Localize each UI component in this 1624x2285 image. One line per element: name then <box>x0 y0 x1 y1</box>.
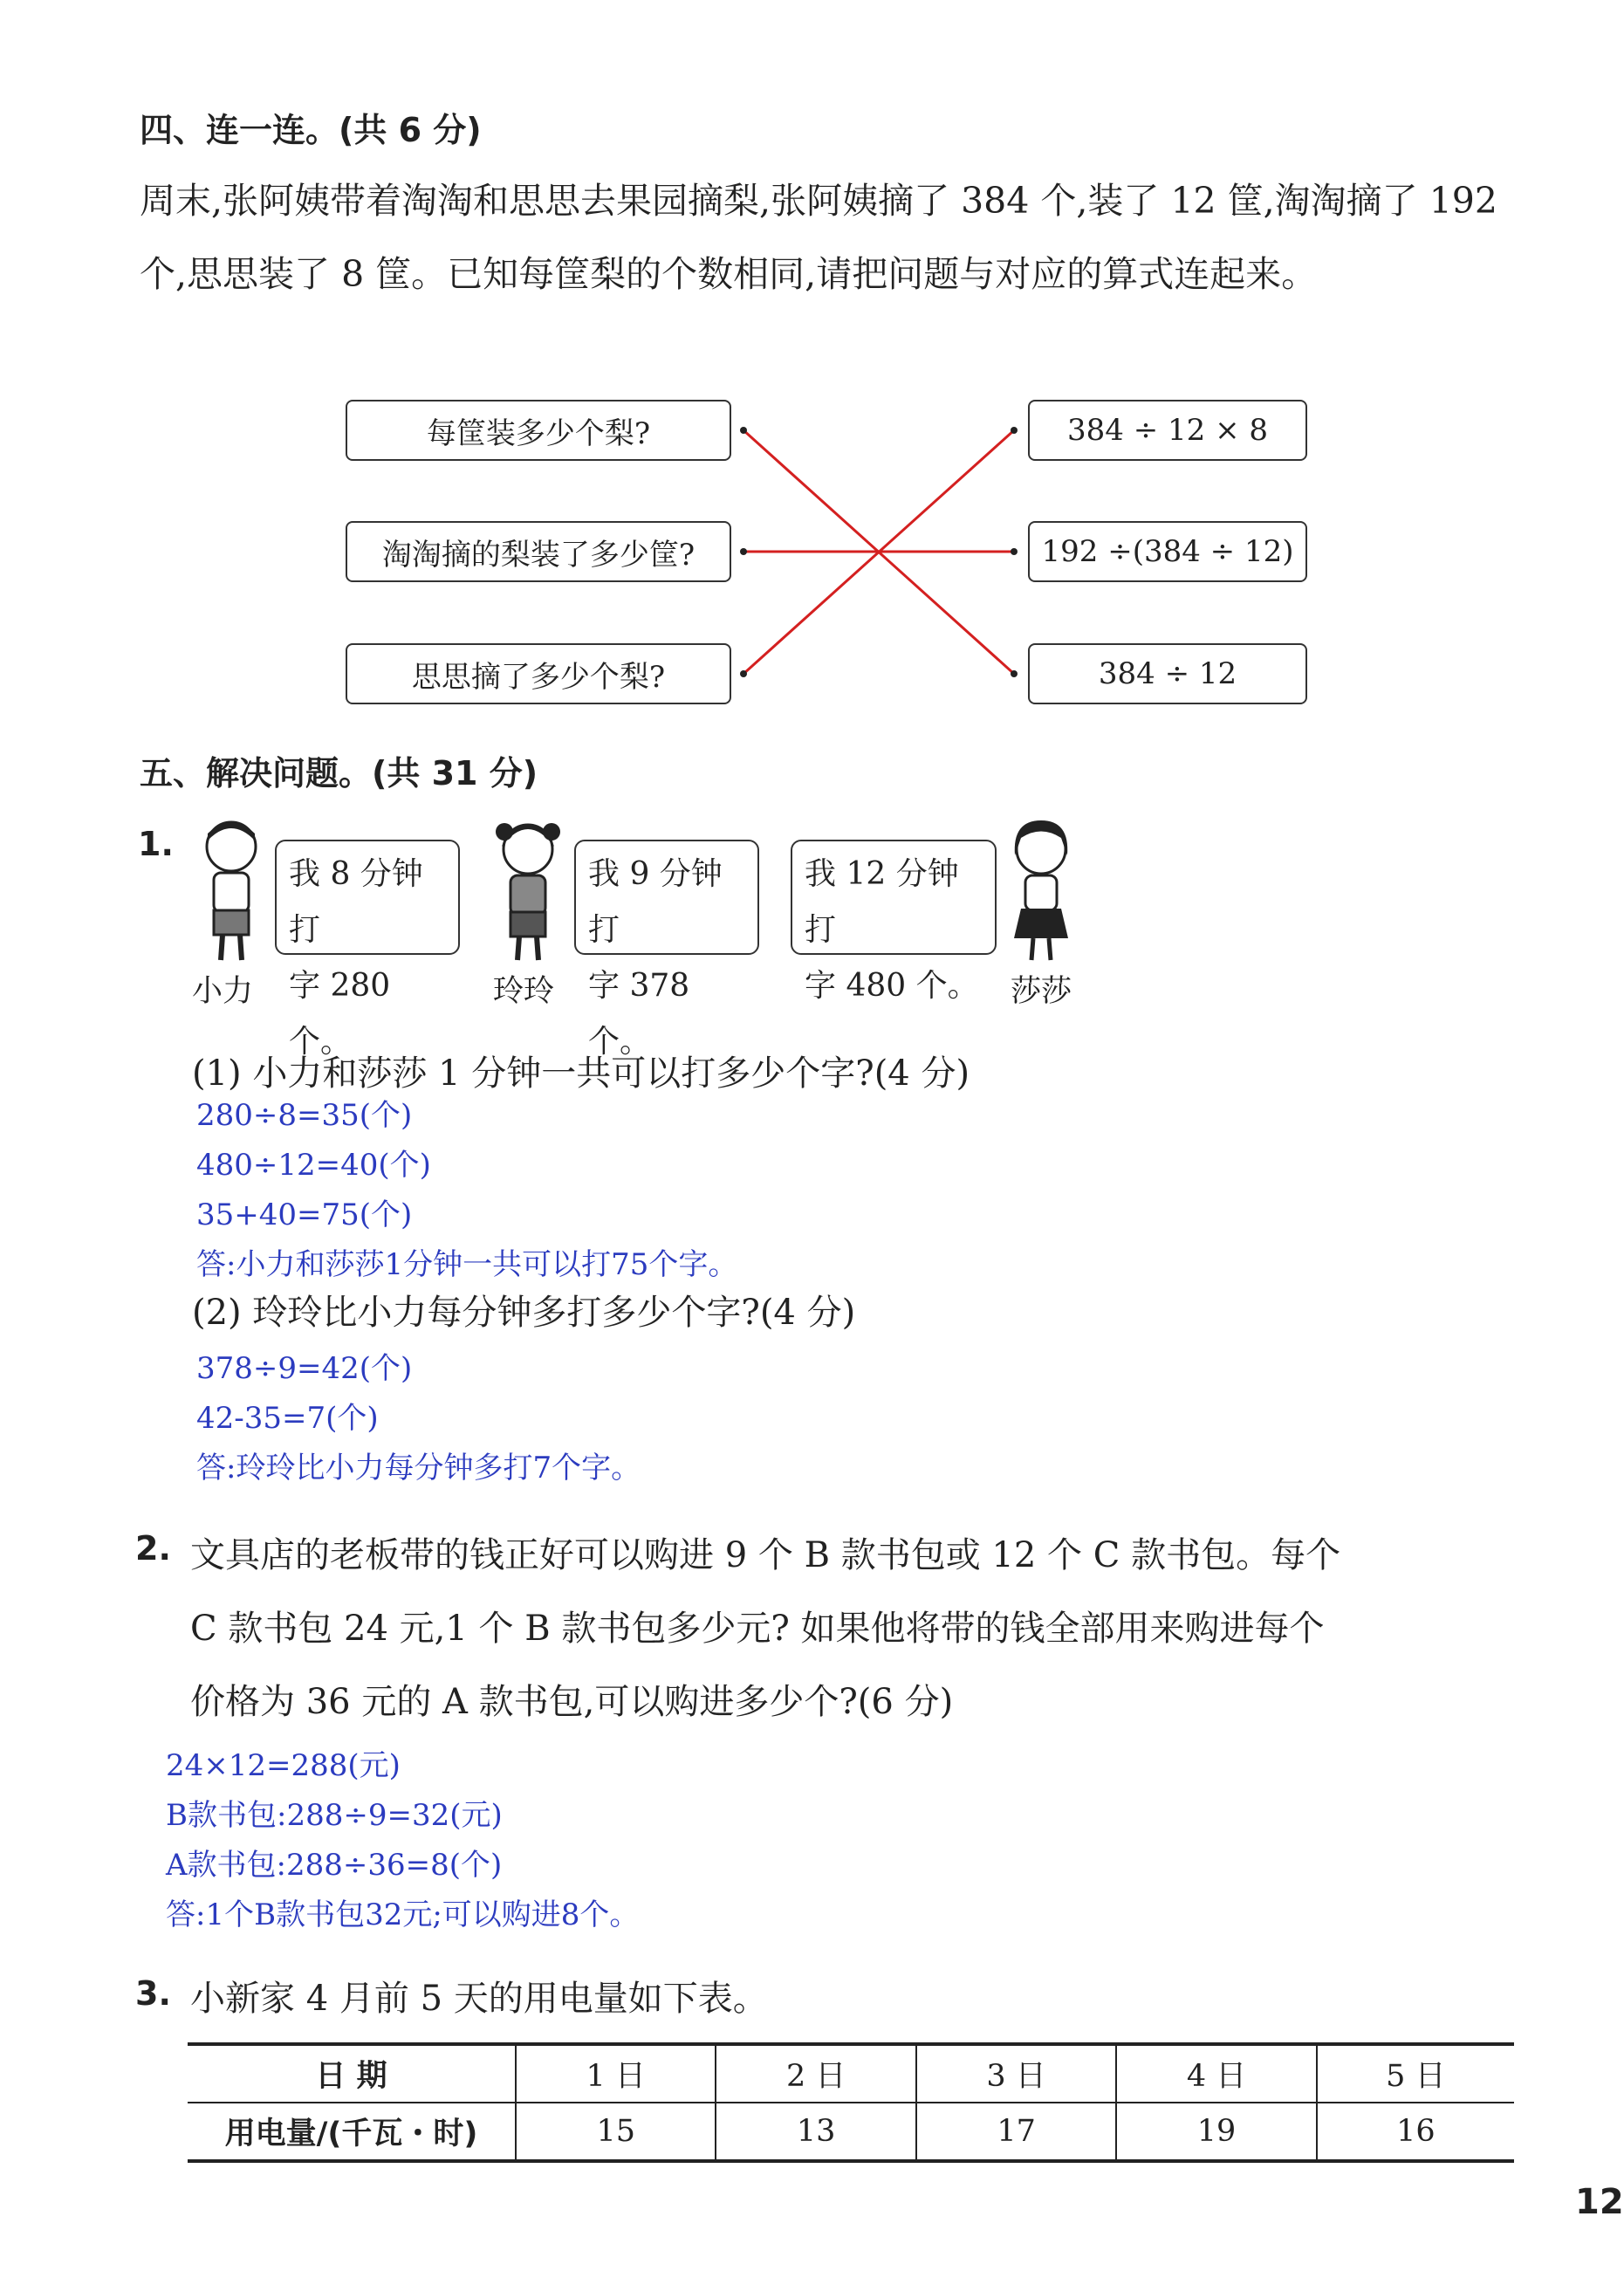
problem-1-answer-2 <box>196 1344 641 1493</box>
problem-2-text <box>190 1519 1340 1739</box>
section-4-text: 周末,张阿姨带着淘淘和思思去果园摘梨,张阿姨摘了 384 个,装了 12 筐,淘淘摘了 192 个,思思装了 8 筐。已知每筐梨的个数相同,请把问题与对应的算式连起来。 <box>140 180 1497 295</box>
answer-line: 24×12=288(元) <box>166 1748 401 1783</box>
matching-lines <box>0 0 1612 786</box>
answer-line: A款书包:288÷36=8(个) <box>166 1848 503 1883</box>
table-header-cell: 3 日 <box>916 2046 1116 2103</box>
electricity-table <box>188 2042 1514 2163</box>
speech-bubble-xiaoli <box>275 840 460 1060</box>
dot-q2 <box>740 548 747 555</box>
table-header-row <box>188 2046 1514 2103</box>
speech-bubble-shasha <box>791 840 997 1004</box>
answer-line: B款书包:288÷9=32(元) <box>166 1798 503 1833</box>
table-header-cell: 4 日 <box>1116 2046 1316 2103</box>
question-box-1[interactable]: 每筐装多少个梨? <box>346 400 731 461</box>
table-cell: 17 <box>916 2103 1116 2159</box>
table-cell: 用电量/(千瓦・时) <box>224 2117 478 2151</box>
dot-f2 <box>1011 548 1018 555</box>
problem-3-text: 小新家 4 月前 5 天的用电量如下表。 <box>190 1979 768 2019</box>
page-number: 12 <box>1575 2182 1624 2222</box>
section-4-heading: 四、连一连。(共 6 分) <box>140 111 482 149</box>
answer-line: 答:小力和莎莎1分钟一共可以打75个字。 <box>196 1247 738 1282</box>
answer-line: 280÷8=35(个) <box>196 1098 413 1133</box>
table-cell: 13 <box>716 2103 915 2159</box>
question-box-3[interactable]: 思思摘了多少个梨? <box>346 643 731 704</box>
speech-bubble-lingling <box>574 840 759 1060</box>
answer-line: 42-35=7(个) <box>196 1401 379 1436</box>
problem-1-answer-1 <box>196 1091 737 1290</box>
boy-xiaoli-figure <box>192 816 271 969</box>
table-header-cell: 5 日 <box>1317 2046 1514 2103</box>
problem-1-question-2: (2) 玲玲比小力每分钟多打多少个字?(4 分) <box>192 1293 856 1333</box>
formula-box-2[interactable]: 192 ÷(384 ÷ 12) <box>1028 521 1307 582</box>
bubble-xiaoli-line2: 字 280 个。 <box>289 968 391 1060</box>
table-cell: 15 <box>516 2103 716 2159</box>
problem-2-number: 2. <box>135 1529 171 1568</box>
table-header-cell: 日 期 <box>188 2046 516 2103</box>
problem-1-number: 1. <box>138 825 174 863</box>
problem-2-answer <box>166 1741 639 1940</box>
dot-q3 <box>740 670 747 677</box>
name-shasha: 莎莎 <box>1011 974 1072 1009</box>
name-xiaoli: 小力 <box>192 974 254 1009</box>
dot-f3 <box>1011 670 1018 677</box>
answer-line: 35+40=75(个) <box>196 1197 413 1232</box>
section-5-heading: 五、解决问题。(共 31 分) <box>140 754 538 793</box>
table-header-cell: 1 日 <box>516 2046 716 2103</box>
bubble-lingling-line2: 字 378 个。 <box>588 968 690 1060</box>
formula-box-1[interactable]: 384 ÷ 12 × 8 <box>1028 400 1307 461</box>
question-box-2[interactable]: 淘淘摘的梨装了多少筐? <box>346 521 731 582</box>
answer-line: 答:1个B款书包32元;可以购进8个。 <box>166 1897 640 1932</box>
problem-3-number: 3. <box>135 1974 171 2013</box>
answer-line: 480÷12=40(个) <box>196 1148 431 1183</box>
problem-2-line: C 款书包 24 元,1 个 B 款书包多少元? 如果他将带的钱全部用来购进每个 <box>190 1609 1325 1649</box>
bubble-shasha-line1: 我 12 分钟打 <box>805 856 959 948</box>
bubble-shasha-line2: 字 480 个。 <box>805 968 979 1004</box>
table-cell: 19 <box>1116 2103 1316 2159</box>
dot-q1 <box>740 427 747 434</box>
answer-line: 答:玲玲比小力每分钟多打7个字。 <box>196 1451 641 1486</box>
formula-box-3[interactable]: 384 ÷ 12 <box>1028 643 1307 704</box>
bubble-xiaoli-line1: 我 8 分钟打 <box>289 856 423 948</box>
dot-f1 <box>1011 427 1018 434</box>
table-cell: 16 <box>1317 2103 1514 2159</box>
bubble-lingling-line1: 我 9 分钟打 <box>588 856 723 948</box>
name-lingling: 玲玲 <box>493 974 555 1009</box>
girl-lingling-figure <box>489 816 567 969</box>
girl-shasha-figure <box>1002 816 1080 969</box>
table-header-cell: 2 日 <box>716 2046 915 2103</box>
problem-2-line: 价格为 36 元的 A 款书包,可以购进多少个?(6 分) <box>190 1682 954 1722</box>
table-row <box>188 2103 1514 2159</box>
answer-line: 378÷9=42(个) <box>196 1351 413 1386</box>
problem-1-question-1: (1) 小力和莎莎 1 分钟一共可以打多少个字?(4 分) <box>192 1053 970 1094</box>
problem-2-line: 文具店的老板带的钱正好可以购进 9 个 B 款书包或 12 个 C 款书包。每个 <box>190 1535 1341 1575</box>
